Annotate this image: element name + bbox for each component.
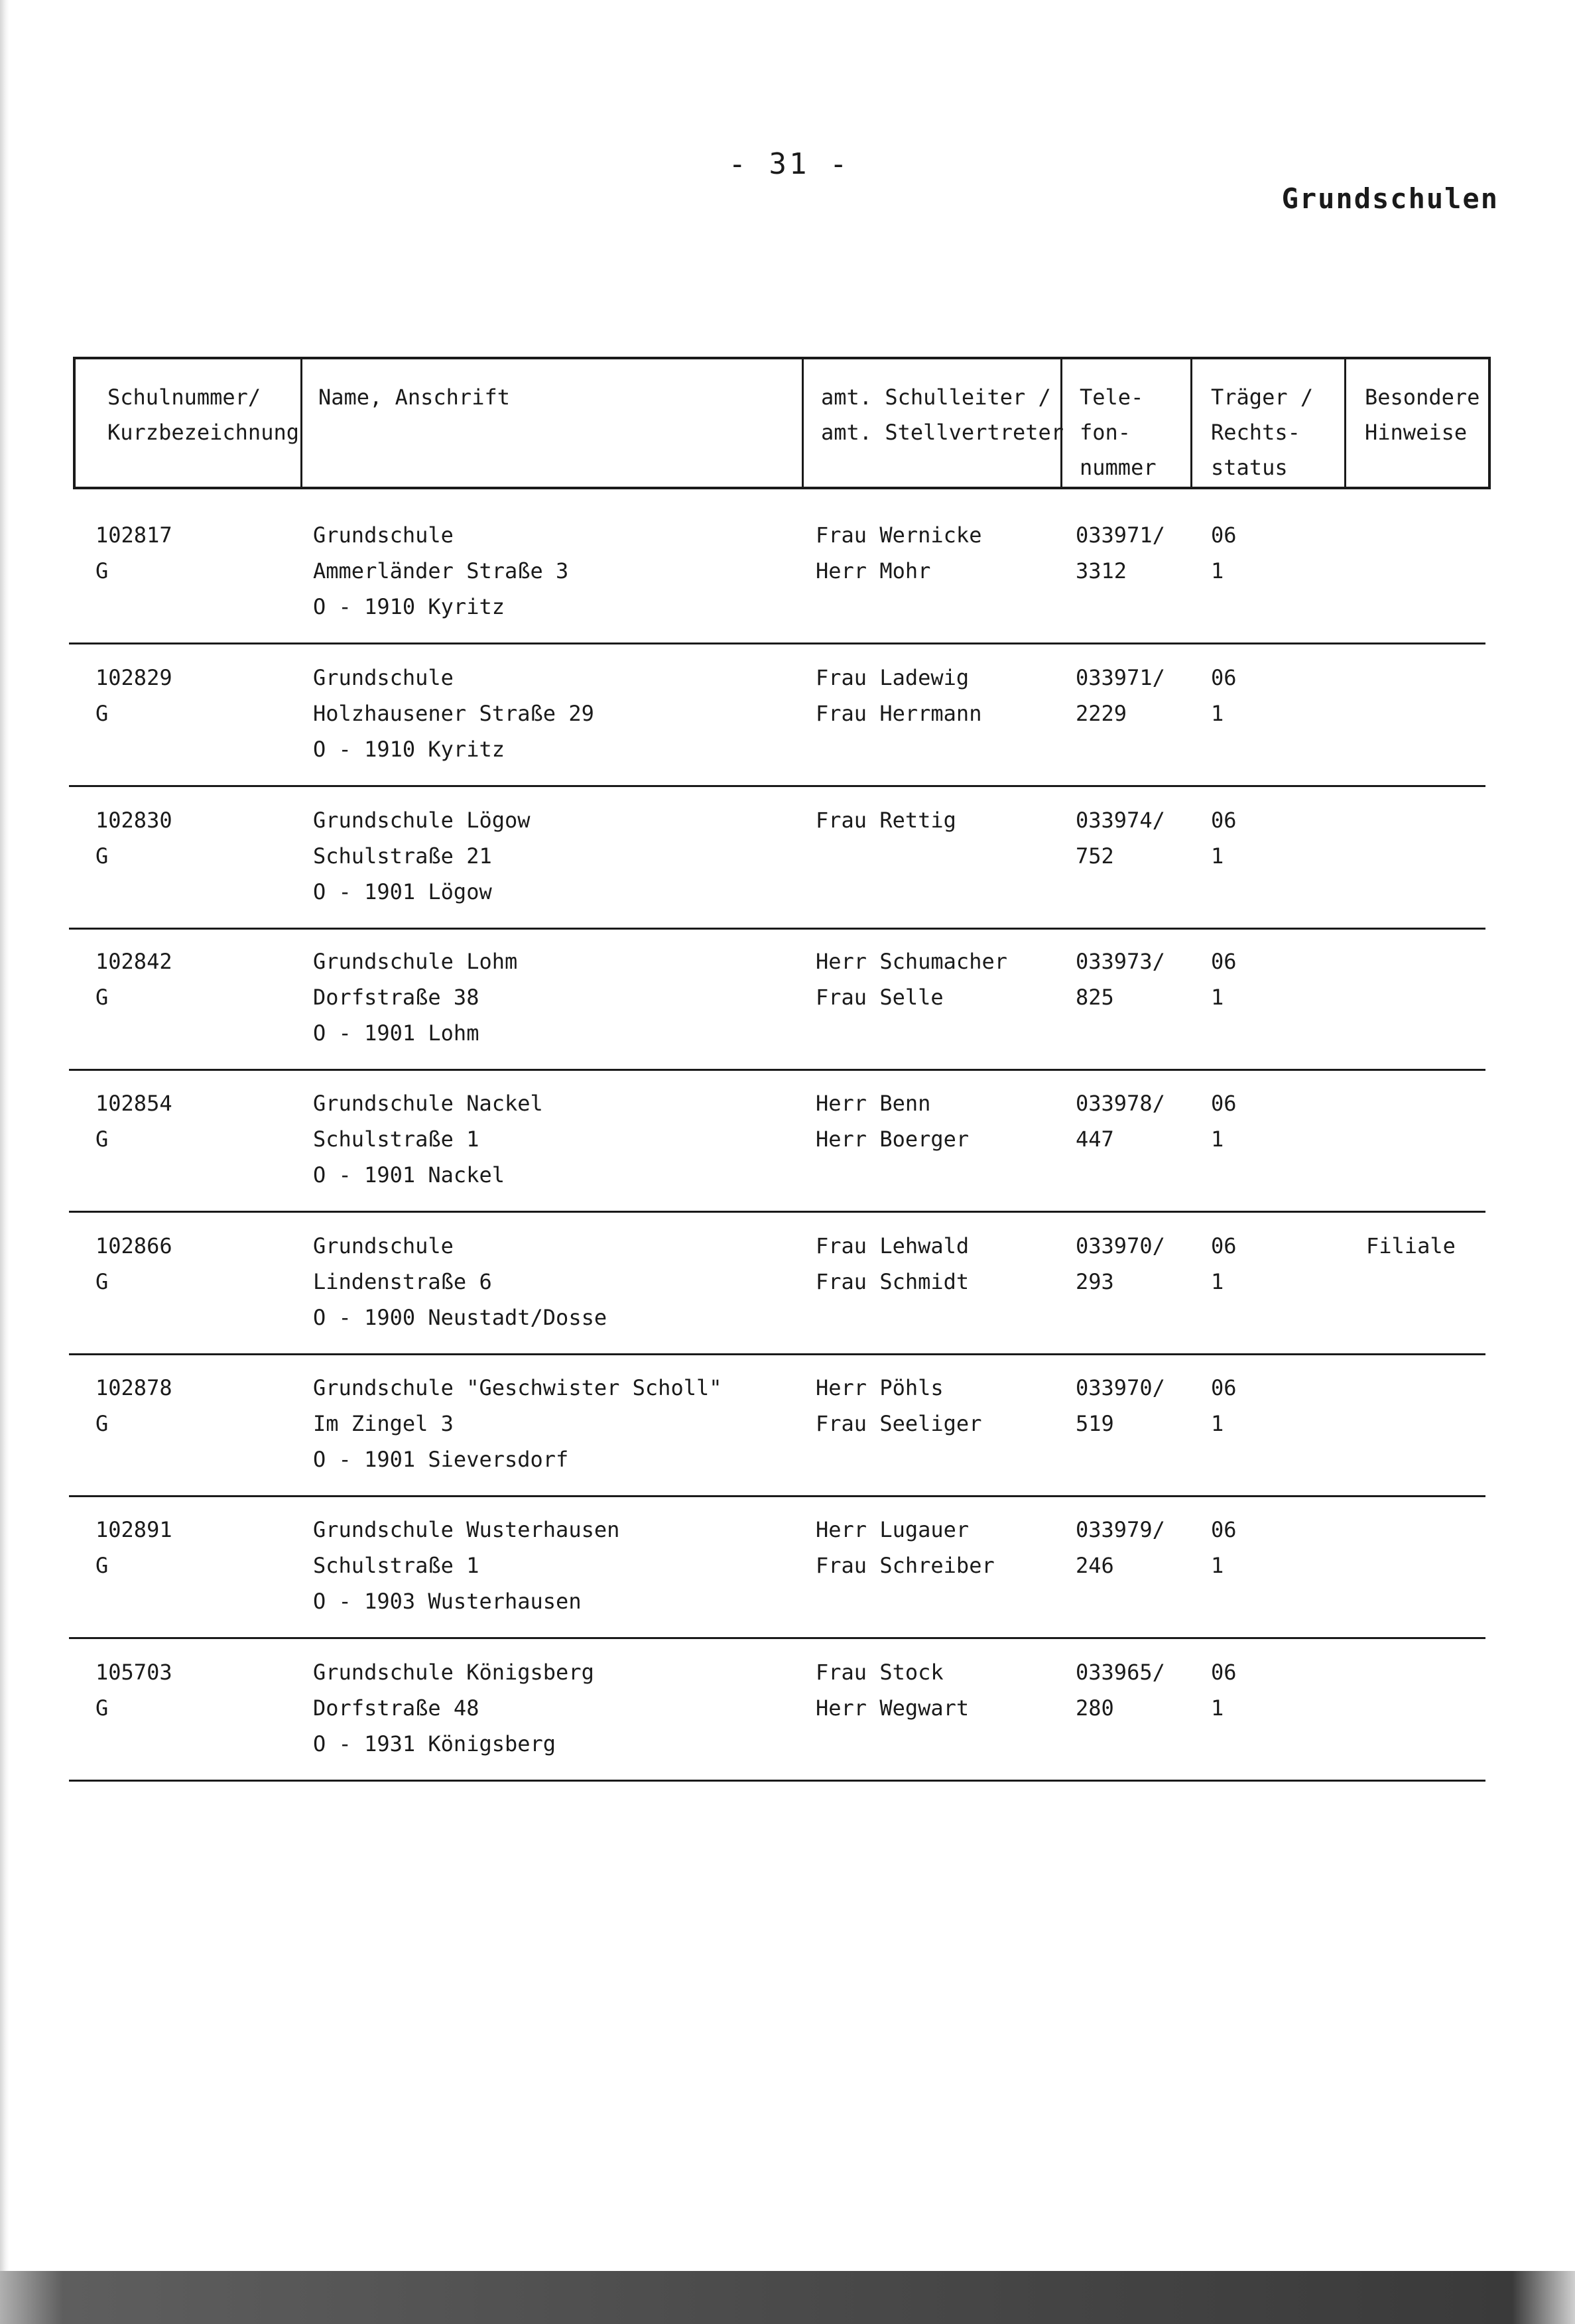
cell-line-nr: 102830 <box>95 808 172 833</box>
notes-cell <box>1366 1355 1379 1406</box>
name-address-cell <box>313 1497 619 1619</box>
name-address-cell <box>313 645 594 767</box>
cell-line-hinweis <box>1366 1085 1379 1121</box>
cell-line-traeger: 06 <box>1211 1517 1237 1542</box>
cell-line-tel2: 3312 <box>1076 558 1127 583</box>
cell-line-vertreter <box>816 838 956 874</box>
name-address-cell <box>313 1071 543 1193</box>
cell-line-street: Schulstraße 1 <box>313 1553 479 1578</box>
header-schulleiter: amt. Schulleiter / amt. Stellvertreter <box>804 359 1062 487</box>
cell-line-vertreter: Frau Herrmann <box>816 701 982 726</box>
scan-edge <box>0 0 9 2324</box>
cell-line-name: Grundschule Wusterhausen <box>313 1517 620 1542</box>
head-cell <box>816 1355 981 1441</box>
table-row <box>69 929 1485 1071</box>
carrier-cell <box>1211 788 1237 874</box>
carrier-cell <box>1211 1355 1237 1441</box>
school-number-cell <box>95 1355 172 1441</box>
cell-line-street: Schulstraße 1 <box>313 1127 479 1152</box>
name-address-cell <box>313 503 568 625</box>
cell-line-traeger: 06 <box>1211 1091 1237 1116</box>
cell-line-nr: 102878 <box>95 1375 172 1400</box>
head-cell <box>816 788 956 874</box>
name-address-cell <box>313 929 517 1051</box>
cell-line-street: Lindenstraße 6 <box>313 1269 492 1294</box>
phone-cell <box>1076 645 1165 731</box>
cell-line-hinweis <box>1366 1370 1379 1406</box>
cell-line-vertreter: Herr Boerger <box>816 1127 970 1152</box>
page-number: - 31 - <box>728 147 850 181</box>
cell-line-status: 1 <box>1211 1269 1224 1294</box>
table-header <box>73 357 1491 489</box>
cell-line-vertreter: Herr Mohr <box>816 558 931 583</box>
cell-line-traeger: 06 <box>1211 522 1237 548</box>
head-cell <box>816 1213 969 1300</box>
cell-line-tel1: 033971/ <box>1076 522 1165 548</box>
cell-line-status: 1 <box>1211 985 1224 1010</box>
cell-line-name: Grundschule Königsberg <box>313 1660 594 1685</box>
phone-cell <box>1076 1213 1165 1300</box>
cell-line-status: 1 <box>1211 1553 1224 1578</box>
cell-line-street: Holzhausener Straße 29 <box>313 701 594 726</box>
cell-line-city: O - 1901 Sieversdorf <box>313 1447 569 1472</box>
cell-line-hinweis <box>1366 517 1379 553</box>
name-address-cell <box>313 1355 722 1477</box>
header-telefonnummer: Tele- fon- nummer <box>1062 359 1192 487</box>
cell-line-hinweis: Filiale <box>1366 1233 1456 1258</box>
cell-line-leiter: Herr Benn <box>816 1091 931 1116</box>
cell-line-hinweis <box>1366 1654 1379 1690</box>
cell-line-tel1: 033978/ <box>1076 1091 1165 1116</box>
cell-line-name: Grundschule "Geschwister Scholl" <box>313 1375 722 1400</box>
carrier-cell <box>1211 1213 1237 1300</box>
cell-line-tel2: 447 <box>1076 1127 1114 1152</box>
cell-line-tel2: 246 <box>1076 1553 1114 1578</box>
cell-line-street: Schulstraße 21 <box>313 843 492 869</box>
cell-line-traeger: 06 <box>1211 1233 1237 1258</box>
cell-line-hinweis <box>1366 944 1379 979</box>
cell-line-name: Grundschule Lohm <box>313 949 518 974</box>
carrier-cell <box>1211 1640 1237 1726</box>
cell-line-nr: 105703 <box>95 1660 172 1685</box>
school-number-cell <box>95 1071 172 1157</box>
cell-line-kurz: G <box>95 1411 109 1436</box>
cell-line-status: 1 <box>1211 558 1224 583</box>
notes-cell <box>1366 1213 1456 1264</box>
cell-line-tel1: 033970/ <box>1076 1233 1165 1258</box>
cell-line-city: O - 1901 Nackel <box>313 1162 505 1188</box>
cell-line-name: Grundschule <box>313 522 454 548</box>
head-cell <box>816 929 1007 1015</box>
notes-cell <box>1366 929 1379 979</box>
cell-line-nr: 102817 <box>95 522 172 548</box>
cell-line-nr: 102866 <box>95 1233 172 1258</box>
cell-line-leiter: Frau Rettig <box>816 808 956 833</box>
cell-line-vertreter: Frau Seeliger <box>816 1411 982 1436</box>
head-cell <box>816 645 981 731</box>
cell-line-leiter: Herr Lugauer <box>816 1517 970 1542</box>
cell-line-kurz: G <box>95 985 109 1010</box>
cell-line-status: 1 <box>1211 1695 1224 1721</box>
school-number-cell <box>95 788 172 874</box>
phone-cell <box>1076 1071 1165 1157</box>
cell-line-tel2: 280 <box>1076 1695 1114 1721</box>
cell-line-nr: 102842 <box>95 949 172 974</box>
header-traeger-status: Träger / Rechts- status <box>1192 359 1346 487</box>
school-number-cell <box>95 1640 172 1726</box>
notes-cell <box>1366 1497 1379 1548</box>
cell-line-leiter: Frau Ladewig <box>816 665 970 690</box>
cell-line-tel1: 033979/ <box>1076 1517 1165 1542</box>
cell-line-vertreter: Frau Schmidt <box>816 1269 970 1294</box>
table-row <box>69 1497 1485 1639</box>
cell-line-street: Dorfstraße 38 <box>313 985 479 1010</box>
cell-line-vertreter: Frau Selle <box>816 985 944 1010</box>
header-schulnummer: Schulnummer/ Kurzbezeichnung <box>76 359 302 487</box>
cell-line-leiter: Frau Lehwald <box>816 1233 970 1258</box>
cell-line-kurz: G <box>95 1127 109 1152</box>
cell-line-kurz: G <box>95 1269 109 1294</box>
cell-line-tel1: 033965/ <box>1076 1660 1165 1685</box>
cell-line-tel2: 293 <box>1076 1269 1114 1294</box>
cell-line-nr: 102891 <box>95 1517 172 1542</box>
phone-cell <box>1076 1355 1165 1441</box>
phone-cell <box>1076 503 1165 589</box>
cell-line-city: O - 1901 Lögow <box>313 879 492 904</box>
cell-line-street: Im Zingel 3 <box>313 1411 454 1436</box>
carrier-cell <box>1211 503 1237 589</box>
cell-line-city: O - 1901 Lohm <box>313 1020 479 1046</box>
cell-line-traeger: 06 <box>1211 808 1237 833</box>
cell-line-leiter: Frau Stock <box>816 1660 944 1685</box>
head-cell <box>816 503 981 589</box>
header-name-anschrift: Name, Anschrift <box>302 359 804 487</box>
header-hinweise: Besondere Hinweise <box>1365 385 1480 445</box>
section-title: Grundschulen <box>1281 182 1499 215</box>
cell-line-vertreter: Herr Wegwart <box>816 1695 970 1721</box>
cell-line-vertreter: Frau Schreiber <box>816 1553 995 1578</box>
cell-line-tel1: 033970/ <box>1076 1375 1165 1400</box>
school-number-cell <box>95 1213 172 1300</box>
cell-line-tel1: 033973/ <box>1076 949 1165 974</box>
cell-line-tel1: 033974/ <box>1076 808 1165 833</box>
cell-line-tel1: 033971/ <box>1076 665 1165 690</box>
cell-line-status: 1 <box>1211 1127 1224 1152</box>
table-row <box>69 1071 1485 1213</box>
cell-line-leiter: Herr Schumacher <box>816 949 1007 974</box>
cell-line-name: Grundschule <box>313 1233 454 1258</box>
notes-cell <box>1366 788 1379 838</box>
notes-cell <box>1366 645 1379 696</box>
name-address-cell <box>313 788 531 910</box>
cell-line-nr: 102829 <box>95 665 172 690</box>
cell-line-traeger: 06 <box>1211 1375 1237 1400</box>
cell-line-status: 1 <box>1211 843 1224 869</box>
head-cell <box>816 1071 969 1157</box>
phone-cell <box>1076 929 1165 1015</box>
cell-line-city: O - 1903 Wusterhausen <box>313 1589 582 1614</box>
cell-line-hinweis <box>1366 660 1379 696</box>
table-row <box>69 503 1485 644</box>
table-row <box>69 1640 1485 1782</box>
table-row <box>69 1355 1485 1497</box>
phone-cell <box>1076 788 1165 874</box>
table-row <box>69 645 1485 787</box>
scan-bottom-band <box>0 2271 1575 2324</box>
cell-line-city: O - 1910 Kyritz <box>313 594 505 619</box>
cell-line-traeger: 06 <box>1211 665 1237 690</box>
cell-line-kurz: G <box>95 558 109 583</box>
school-number-cell <box>95 645 172 731</box>
cell-line-traeger: 06 <box>1211 949 1237 974</box>
cell-line-kurz: G <box>95 1553 109 1578</box>
cell-line-street: Ammerländer Straße 3 <box>313 558 569 583</box>
school-number-cell <box>95 929 172 1015</box>
cell-line-name: Grundschule Lögow <box>313 808 531 833</box>
cell-line-street: Dorfstraße 48 <box>313 1695 479 1721</box>
table-row <box>69 1213 1485 1355</box>
head-cell <box>816 1640 969 1726</box>
phone-cell <box>1076 1640 1165 1726</box>
cell-line-kurz: G <box>95 843 109 869</box>
cell-line-tel2: 752 <box>1076 843 1114 869</box>
head-cell <box>816 1497 995 1583</box>
cell-line-tel2: 2229 <box>1076 701 1127 726</box>
notes-cell <box>1366 1071 1379 1121</box>
cell-line-status: 1 <box>1211 1411 1224 1436</box>
notes-cell <box>1366 503 1379 553</box>
cell-line-city: O - 1900 Neustadt/Dosse <box>313 1305 607 1330</box>
carrier-cell <box>1211 1497 1237 1583</box>
name-address-cell <box>313 1213 607 1335</box>
cell-line-leiter: Frau Wernicke <box>816 522 982 548</box>
cell-line-city: O - 1931 Königsberg <box>313 1731 556 1756</box>
cell-line-city: O - 1910 Kyritz <box>313 737 505 762</box>
cell-line-name: Grundschule Nackel <box>313 1091 543 1116</box>
name-address-cell <box>313 1640 594 1762</box>
cell-line-tel2: 825 <box>1076 985 1114 1010</box>
cell-line-leiter: Herr Pöhls <box>816 1375 944 1400</box>
cell-line-name: Grundschule <box>313 665 454 690</box>
phone-cell <box>1076 1497 1165 1583</box>
school-number-cell <box>95 503 172 589</box>
cell-line-hinweis <box>1366 802 1379 838</box>
cell-line-nr: 102854 <box>95 1091 172 1116</box>
cell-line-traeger: 06 <box>1211 1660 1237 1685</box>
table-row <box>69 788 1485 930</box>
cell-line-status: 1 <box>1211 701 1224 726</box>
carrier-cell <box>1211 645 1237 731</box>
cell-line-hinweis <box>1366 1512 1379 1548</box>
cell-line-tel2: 519 <box>1076 1411 1114 1436</box>
school-number-cell <box>95 1497 172 1583</box>
carrier-cell <box>1211 929 1237 1015</box>
carrier-cell <box>1211 1071 1237 1157</box>
cell-line-kurz: G <box>95 701 109 726</box>
cell-line-kurz: G <box>95 1695 109 1721</box>
notes-cell <box>1366 1640 1379 1690</box>
